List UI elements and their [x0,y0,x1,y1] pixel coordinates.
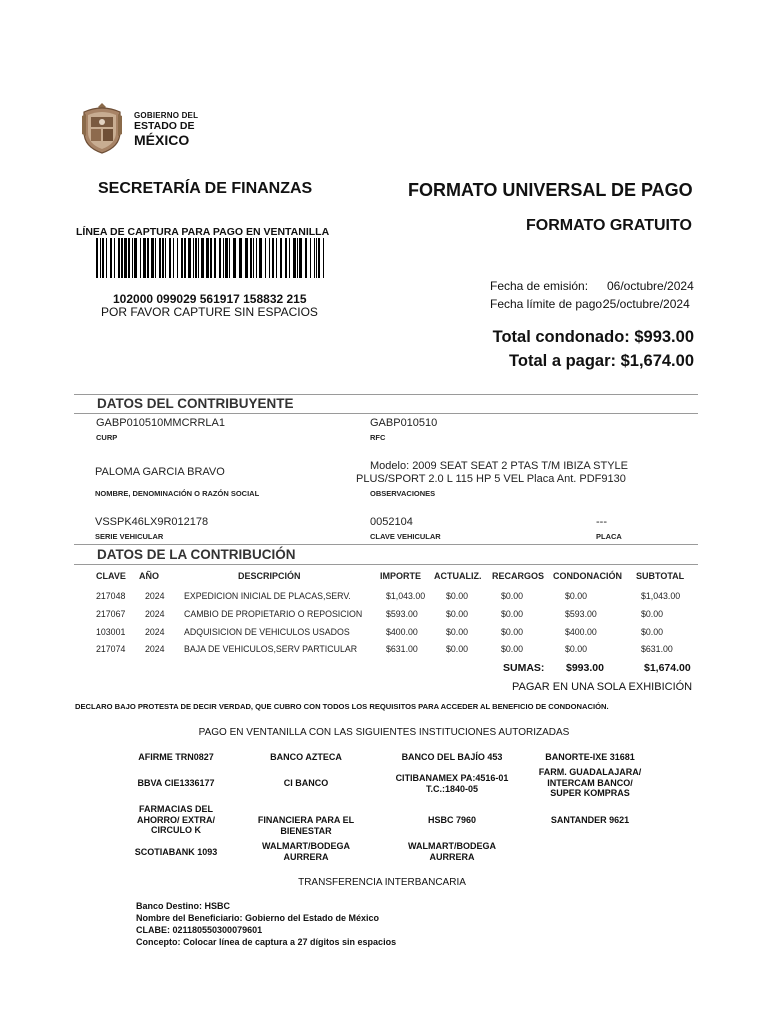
barcode-bar [173,238,174,278]
table-cell: $1,043.00 [386,591,426,601]
divider [74,564,698,565]
rfc-label: RFC [370,433,386,442]
table-cell: 217048 [96,591,126,601]
institucion-item [240,752,372,763]
table-cell: $0.00 [446,591,469,601]
barcode-bar [265,238,266,278]
clave-vehicular-label: CLAVE VEHICULAR [370,532,441,541]
barcode-bar [323,238,324,278]
barcode-bar [299,238,302,278]
beneficiario: Nombre del Beneficiario: Gobierno del Estado de México [136,913,380,923]
institucion-item [110,778,242,789]
total-condonado: Total condonado: $993.00 [492,328,694,346]
institucion-line: BIENESTAR [280,825,332,836]
col-header-actualiz: ACTUALIZ. [434,571,482,581]
section-title-contribucion: DATOS DE LA CONTRIBUCIÓN [97,547,296,562]
observaciones-line-2: PLUS/SPORT 2.0 L 115 HP 5 VEL Placa Ant. PDF9130 [356,473,626,485]
institucion-line: BANCO DEL BAJÍO 453 [401,752,503,762]
table-cell: $593.00 [565,609,597,619]
barcode-bar [198,238,199,278]
clave-vehicular-value: 0052104 [370,516,413,528]
fecha-emision-label: Fecha de emisión: [490,279,589,293]
observaciones-label: OBSERVACIONES [370,489,436,498]
instituciones-title: PAGO EN VENTANILLA CON LAS SIGUIENTES INSTITUCIONES AUTORIZADAS [198,727,570,738]
curp-value: GABP010510MMCRRLA1 [96,417,226,429]
table-cell: $400.00 [386,627,418,637]
table-cell: $0.00 [565,591,588,601]
barcode-bar [245,238,248,278]
nombre-value: PALOMA GARCIA BRAVO [95,466,225,478]
serie-vehicular-label: SERIE VEHICULAR [95,532,164,541]
table-cell: $0.00 [501,644,524,654]
table-cell: $631.00 [386,644,418,654]
table-cell: 2024 [145,609,165,619]
institucion-line: BBVA CIE1336177 [137,778,215,788]
institucion-item [386,752,518,763]
col-header-descripcion: DESCRIPCIÓN [238,571,301,581]
table-cell: 217074 [96,644,126,654]
table-cell: EXPEDICION INICIAL DE PLACAS,SERV. [184,591,351,601]
institucion-line: AFIRME TRN0827 [138,752,214,762]
table-cell: 103001 [96,627,126,637]
document-title: FORMATO UNIVERSAL DE PAGO [408,180,693,200]
barcode-bar [110,238,112,278]
barcode-bar [272,238,274,278]
curp-label: CURP [96,433,118,442]
barcode-bar [206,238,209,278]
table-cell: $0.00 [446,609,469,619]
barcode-bar [193,238,194,278]
barcode-bar [151,238,154,278]
barcode-bar [210,238,212,278]
table-cell: $593.00 [386,609,418,619]
table-cell: $0.00 [641,627,664,637]
institucion-item [386,841,518,862]
barcode-bar [195,238,197,278]
barcode-bar [289,238,290,278]
barcode-bar [121,238,123,278]
fecha-emision-value: 06/octubre/2024 [607,279,694,293]
barcode-bar [184,238,186,278]
institucion-line: CI BANCO [283,778,329,788]
institucion-item [386,773,518,794]
barcode-bar [177,238,178,278]
table-cell: BAJA DE VEHICULOS,SERV PARTICULAR [184,644,358,654]
barcode-bar [165,238,166,278]
barcode-bar [124,238,127,278]
linea-captura-label: LÍNEA DE CAPTURA PARA PAGO EN VENTANILLA [76,226,330,238]
placa-value: --- [596,516,607,528]
barcode-bar [140,238,141,278]
institucion-item [524,767,656,799]
observaciones-line-1: Modelo: 2009 SEAT SEAT 2 PTAS T/M IBIZA STYLE [370,460,629,472]
barcode-bar [143,238,146,278]
barcode-bar [223,238,224,278]
table-cell: $0.00 [446,644,469,654]
institucion-line: FARMACIAS DEL [139,804,213,814]
institucion-item [110,847,242,858]
col-header-anio: AÑO [139,571,159,581]
barcode-bar [114,238,115,278]
placa-label: PLACA [596,532,622,541]
barcode-bar [128,238,130,278]
institucion-item [386,815,518,826]
barcode-bar [310,238,311,278]
concepto: Concepto: Colocar línea de captura a 27 dígitos sin espacios [136,937,397,947]
barcode-bar [162,238,164,278]
barcode-bar [250,238,252,278]
declaracion-text: DECLARO BAJO PROTESTA DE DECIR VERDAD, QUE CUBRO CON TODOS LOS REQUISITOS PARA ACCEDER AL BENEFICIO DE CONDONACIÓN. [75,702,609,711]
col-header-clave: CLAVE [96,571,126,581]
barcode-bar [305,238,307,278]
exhibicion-note: PAGAR EN UNA SOLA EXHIBICIÓN [512,681,693,693]
fecha-limite-label: Fecha límite de pago: [490,297,606,311]
barcode-bar [259,238,262,278]
document-subtitle: FORMATO GRATUITO [526,217,692,234]
institucion-line: HSBC 7960 [427,815,477,825]
barcode-bar [106,238,107,278]
institucion-line: AHORRO/ EXTRA/ [136,814,215,825]
barcode-bar [219,238,221,278]
serie-vehicular-value: VSSPK46LX9R012178 [95,516,209,528]
capture-number: 102000 099029 561917 158832 215 [113,292,307,306]
institucion-line: BANCO AZTECA [270,752,342,762]
institucion-line: INTERCAM BANCO/ [547,777,633,788]
institucion-item [110,804,242,836]
barcode-bar [253,238,254,278]
barcode-bar [280,238,282,278]
table-cell: $0.00 [501,609,524,619]
divider [74,413,698,414]
table-cell: $0.00 [446,627,469,637]
barcode-bar [96,238,98,278]
sumas-subtotal: $1,674.00 [644,662,691,674]
nombre-label: NOMBRE, DENOMINACIÓN O RAZÓN SOCIAL [95,489,260,498]
divider [74,544,698,545]
barcode-bar [239,238,242,278]
barcode-bar [159,238,161,278]
barcode-bar [147,238,149,278]
barcode [96,238,324,278]
logo-line-3: MÉXICO [134,131,190,148]
barcode-bar [225,238,228,278]
barcode-bar [118,238,120,278]
barcode-bar [188,238,191,278]
institucion-item [524,752,656,763]
institucion-line: AURRERA [429,851,475,862]
barcode-bar [276,238,277,278]
barcode-bar [316,238,317,278]
barcode-bar [155,238,156,278]
secretaria-title: SECRETARÍA DE FINANZAS [98,180,313,197]
barcode-bar [100,238,101,278]
barcode-bar [318,238,320,278]
institucion-line: SANTANDER 9621 [550,815,630,825]
table-cell: $631.00 [641,644,673,654]
barcode-bar [134,238,137,278]
sumas-condonacion: $993.00 [566,662,604,674]
institucion-line: CIRCULO K [151,825,201,835]
banco-destino: Banco Destino: HSBC [136,901,231,911]
barcode-bar [132,238,133,278]
col-header-condonacion: CONDONACIÓN [553,571,622,581]
institucion-item [524,815,656,826]
rfc-value: GABP010510 [370,417,438,429]
barcode-bar [297,238,298,278]
institucion-item [110,752,242,763]
table-cell: CAMBIO DE PROPIETARIO O REPOSICION [184,609,363,619]
clabe: CLABE: 021180550300079601 [136,925,263,935]
institucion-line: FARM. GUADALAJARA/ [538,767,642,777]
institucion-line: WALMART/BODEGA [262,841,350,851]
section-title-contribuyente: DATOS DEL CONTRIBUYENTE [97,396,294,411]
barcode-bar [285,238,287,278]
barcode-bar [214,238,216,278]
col-header-recargos: RECARGOS [492,571,545,581]
barcode-bar [233,238,236,278]
divider [74,394,698,395]
barcode-bar [229,238,230,278]
capture-note: POR FAVOR CAPTURE SIN ESPACIOS [101,305,318,319]
logo-text [134,112,198,147]
estado-de-mexico-emblem [80,102,124,154]
table-cell: ADQUISICION DE VEHICULOS USADOS [184,627,350,637]
table-cell: $0.00 [501,591,524,601]
table-cell: $400.00 [565,627,597,637]
institucion-line: FINANCIERA PARA EL [257,815,355,825]
institucion-item [240,778,372,789]
institucion-line: BANORTE-IXE 31681 [545,752,635,762]
table-cell: $0.00 [641,609,664,619]
table-cell: 2024 [145,591,165,601]
total-a-pagar: Total a pagar: $1,674.00 [509,352,694,370]
table-cell: $0.00 [501,627,524,637]
table-cell: 2024 [145,644,165,654]
institucion-item [240,841,372,862]
institucion-line: SCOTIABANK 1093 [134,847,218,857]
barcode-bar [181,238,183,278]
logo-line-1: GOBIERNO DEL [134,111,199,120]
logo-line-2: ESTADO DE [134,120,195,132]
col-header-subtotal: SUBTOTAL [636,571,685,581]
institucion-line: SUPER KOMPRAS [550,788,630,798]
barcode-bar [314,238,315,278]
institucion-item [240,815,372,836]
barcode-bar [201,238,204,278]
institucion-line: WALMART/BODEGA [408,841,496,851]
table-cell: $1,043.00 [641,591,681,601]
barcode-bar [256,238,257,278]
barcode-bar [293,238,296,278]
barcode-bar [169,238,171,278]
institucion-line: T.C.:1840-05 [425,783,479,794]
table-cell: $0.00 [565,644,588,654]
barcode-bar [269,238,270,278]
table-cell: 217067 [96,609,126,619]
barcode-bar [102,238,104,278]
transferencia-title: TRANSFERENCIA INTERBANCARIA [298,877,466,888]
fecha-limite-value: 25/octubre/2024 [603,297,690,311]
institucion-line: AURRERA [283,851,329,862]
col-header-importe: IMPORTE [380,571,422,581]
institucion-line: CITIBANAMEX PA:4516-01 [395,773,509,783]
table-cell: 2024 [145,627,165,637]
sumas-label: SUMAS: [503,662,545,674]
